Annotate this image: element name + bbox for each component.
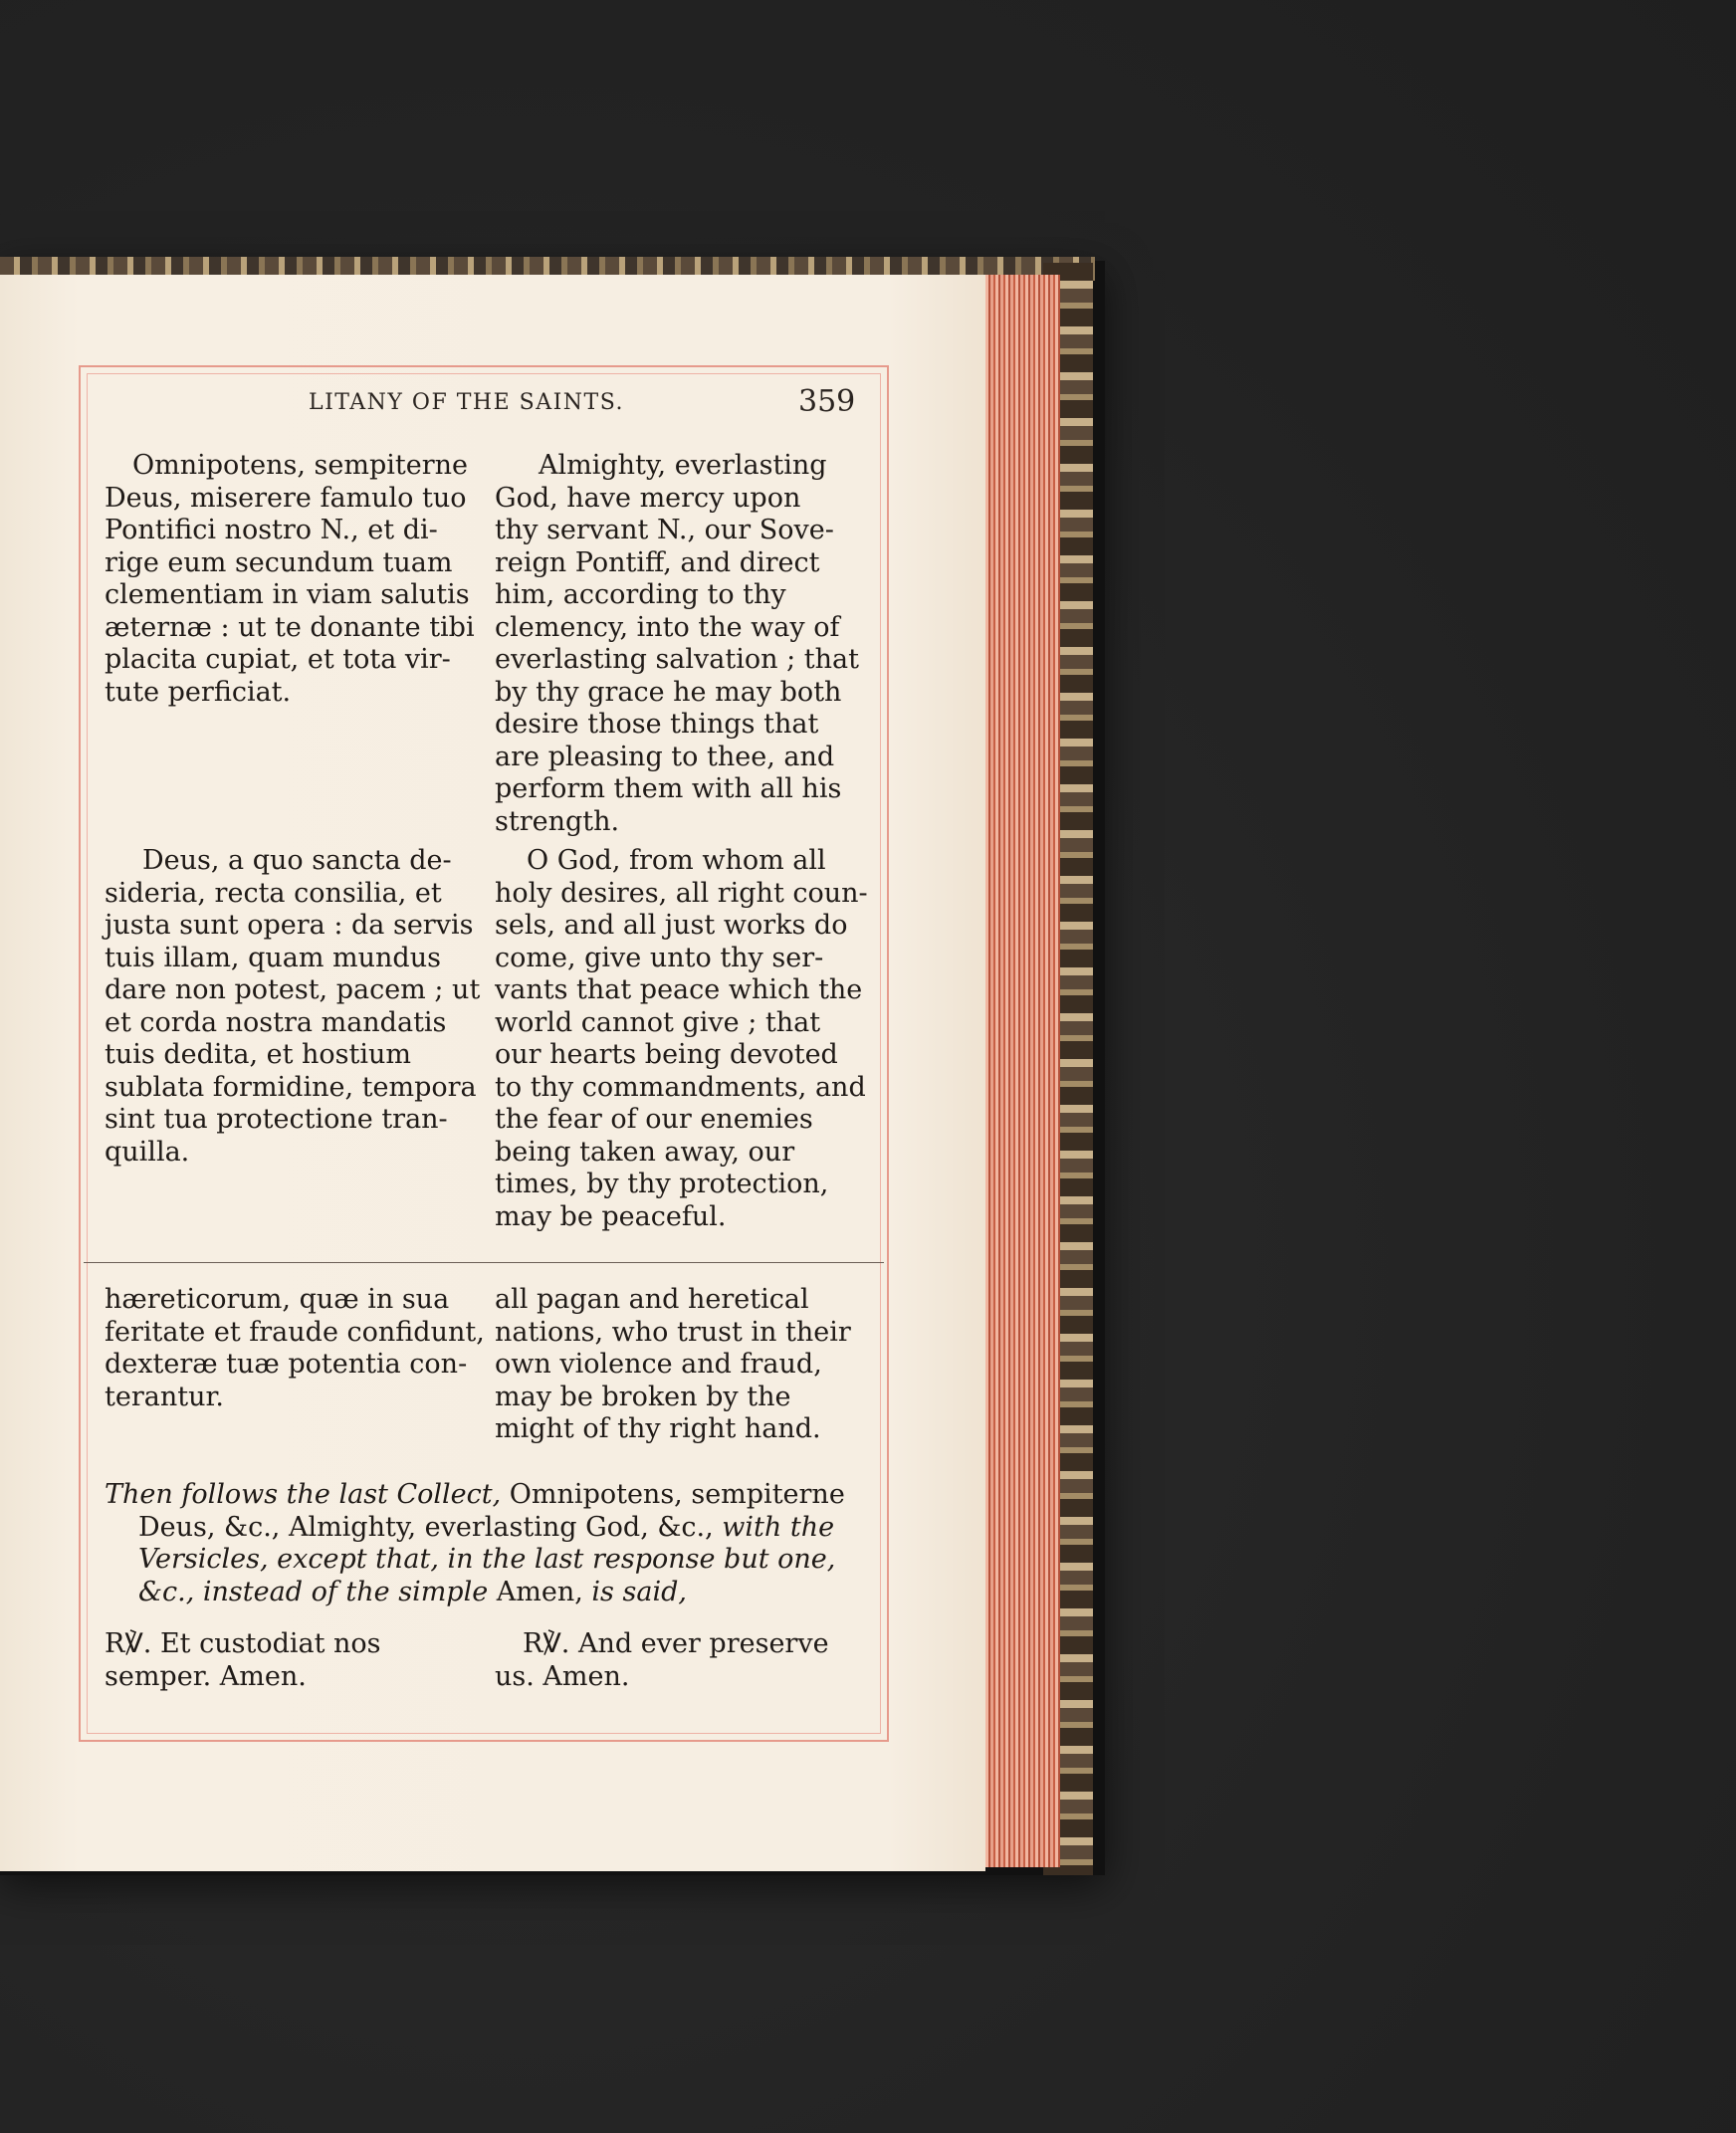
rubric-instruction: [105, 1479, 853, 1608]
text-line: everlasting salvation ; that: [495, 644, 859, 675]
text-line: are pleasing to thee, and: [495, 741, 835, 772]
text-line: God, have mercy upon: [495, 482, 801, 514]
text-line: dexteræ tuæ potentia con-: [105, 1349, 468, 1380]
english-prayer-3: [495, 1284, 851, 1446]
rubric-roman: Deus, &c., Almighty, everlasting God, &c.,: [138, 1511, 714, 1543]
rubric-line: [105, 1512, 853, 1545]
latin-prayer-1: [105, 450, 475, 709]
running-title: LITANY OF THE SAINTS.: [309, 390, 624, 415]
text-line: vants that peace which the: [495, 974, 863, 1005]
text-line: by thy grace he may both: [495, 676, 842, 708]
text-line: world cannot give ; that: [495, 1006, 821, 1038]
text-line: Pontifici nostro N., et di-: [105, 515, 438, 545]
text-line: Deus, a quo sancta de-: [142, 845, 452, 876]
text-line: us. Amen.: [495, 1660, 630, 1692]
english-prayer-1: [495, 450, 859, 838]
text-line: Almighty, everlasting: [539, 450, 827, 481]
english-response: [495, 1628, 851, 1693]
text-line: et corda nostra mandatis: [105, 1006, 447, 1038]
text-line: quilla.: [105, 1136, 190, 1168]
text-line: hæreticorum, quæ in sua: [105, 1284, 450, 1315]
text-line: R℣. Et custodiat nos: [105, 1628, 381, 1659]
text-line: thy servant N., our Sove-: [495, 515, 834, 545]
text-line: sint tua protectione tran-: [105, 1104, 448, 1135]
rubric-line: [105, 1479, 853, 1512]
text-line: tuis illam, quam mundus: [105, 942, 441, 973]
text-line: semper. Amen.: [105, 1660, 307, 1692]
text-line: to thy commandments, and: [495, 1071, 866, 1103]
text-line: placita cupiat, et tota vir-: [105, 644, 451, 675]
text-line: Omnipotens, sempiterne: [132, 450, 468, 481]
latin-response: [105, 1628, 470, 1693]
text-line: strength.: [495, 805, 620, 837]
rubric-italic: with the: [713, 1511, 835, 1543]
rubric-line: Versicles, except that, in the last response but one,: [138, 1544, 836, 1575]
text-line: nations, who trust in their: [495, 1316, 851, 1348]
text-line: the fear of our enemies: [495, 1104, 813, 1135]
text-line: feritate et fraude confidunt,: [105, 1316, 485, 1348]
text-line: sublata formidine, tempora: [105, 1071, 477, 1103]
text-line: being taken away, our: [495, 1136, 795, 1168]
latin-prayer-2: [105, 845, 481, 1169]
text-line: clementiam in viam salutis: [105, 579, 470, 610]
text-line: Deus, miserere famulo tuo: [105, 482, 467, 514]
text-line: all pagan and heretical: [495, 1284, 809, 1315]
text-line: reign Pontiff, and direct: [495, 546, 820, 578]
text-line: sideria, recta consilia, et: [105, 877, 442, 909]
rubric-italic: &c., instead of the simple: [138, 1576, 489, 1607]
english-prayer-2: [495, 845, 868, 1233]
text-line: tute perficiat.: [105, 676, 292, 708]
text-line: our hearts being devoted: [495, 1039, 838, 1070]
text-line: times, by thy protection,: [495, 1169, 829, 1199]
text-line: justa sunt opera : da servis: [105, 910, 474, 941]
text-line: perform them with all his: [495, 773, 842, 804]
rubric-roman: Amen,: [488, 1576, 583, 1607]
text-line: him, according to thy: [495, 579, 786, 610]
text-line: holy desires, all right coun-: [495, 877, 868, 909]
text-line: sels, and all just works do: [495, 910, 848, 941]
text-line: desire those things that: [495, 709, 819, 740]
rubric-roman: Omnipotens, sempiterne: [501, 1479, 845, 1510]
text-line: R℣. And ever preserve: [523, 1628, 829, 1659]
text-line: may be broken by the: [495, 1381, 791, 1412]
rubric-line: [105, 1577, 853, 1609]
rubric-italic: Then follows the last Collect,: [105, 1479, 502, 1510]
text-line: clemency, into the way of: [495, 611, 840, 643]
text-line: may be peaceful.: [495, 1200, 727, 1232]
horizontal-rule: [84, 1262, 884, 1263]
text-line: tuis dedita, et hostium: [105, 1039, 411, 1070]
text-line: O God, from whom all: [527, 845, 826, 876]
page-number: 359: [798, 384, 856, 419]
text-line: come, give unto thy ser-: [495, 942, 824, 973]
text-line: might of thy right hand.: [495, 1413, 821, 1444]
text-line: terantur.: [105, 1381, 224, 1412]
text-line: rige eum secundum tuam: [105, 546, 453, 578]
text-line: æternæ : ut te donante tibi: [105, 611, 475, 643]
text-line: dare non potest, pacem ; ut: [105, 974, 481, 1005]
latin-prayer-3: [105, 1284, 485, 1413]
page-fore-edge: [980, 275, 1060, 1867]
rubric-italic: is said,: [582, 1576, 687, 1607]
text-line: own violence and fraud,: [495, 1349, 822, 1380]
